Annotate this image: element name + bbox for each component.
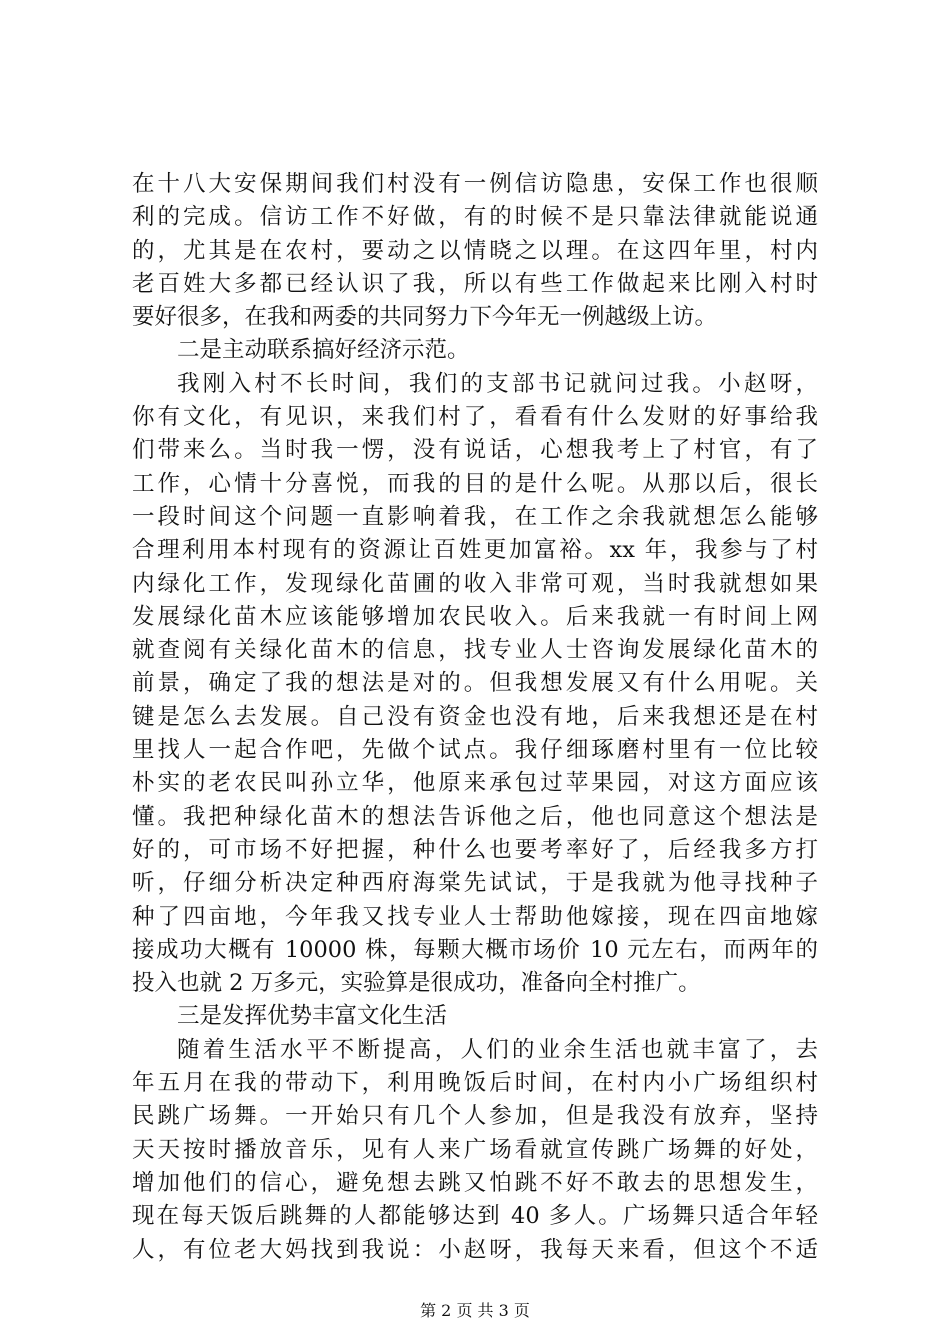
text-line: 天天按时播放音乐，见有人来广场看就宣传跳广场舞的好处， [132, 1136, 818, 1163]
text-line: 在十八大安保期间我们村没有一例信访隐患，安保工作也很顺 [132, 171, 818, 197]
text-line: 里找人一起合作吧，先做个试点。我仔细琢磨村里有一位比较 [132, 737, 818, 764]
text-line: 投入也就 2 万多元，实验算是很成功，准备向全村推广。 [132, 970, 701, 997]
text-line: 民跳广场舞。一开始只有几个人参加，但是我没有放弃，坚持 [132, 1103, 818, 1130]
text-line: 二是主动联系搞好经济示范。 [177, 337, 470, 364]
text-line: 现在每天饭后跳舞的人都能够达到 40 多人。广场舞只适合年轻 [132, 1203, 818, 1230]
text-line: 我刚入村不长时间，我们的支部书记就问过我。小赵呀， [177, 370, 818, 397]
text-line: 好的，可市场不好把握，种什么也要考率好了，后经我多方打 [132, 836, 818, 863]
text-line: 听，仔细分析决定种西府海棠先试试，于是我就为他寻找种子 [132, 870, 818, 897]
text-line: 种了四亩地，今年我又找专业人士帮助他嫁接，现在四亩地嫁 [132, 903, 818, 930]
text-line: 懂。我把种绿化苗木的想法告诉他之后，他也同意这个想法是 [132, 803, 818, 830]
text-line: 接成功大概有 10000 株，每颗大概市场价 10 元左右，而两年的 [132, 936, 818, 963]
text-line: 三是发挥优势丰富文化生活 [177, 1003, 448, 1030]
text-line: 随着生活水平不断提高，人们的业余生活也就丰富了，去 [177, 1036, 818, 1063]
text-line: 年五月在我的带动下，利用晚饭后时间，在村内小广场组织村 [132, 1070, 818, 1097]
text-line: 老百姓大多都已经认识了我，所以有些工作做起来比刚入村时 [132, 270, 818, 297]
text-line: 键是怎么去发展。自己没有资金也没有地，后来我想还是在村 [132, 703, 818, 730]
page-footer: 第 2 页 共 3 页 [420, 1301, 530, 1320]
text-line: 人，有位老大妈找到我说：小赵呀，我每天来看，但这个不适 [132, 1236, 818, 1263]
text-line: 的，尤其是在农村，要动之以情晓之以理。在这四年里，村内 [132, 237, 818, 264]
document-body [132, 168, 818, 1267]
text-line: 工作，心情十分喜悦，而我的目的是什么呢。从那以后，很长 [132, 470, 818, 497]
text-line: 内绿化工作，发现绿化苗圃的收入非常可观，当时我就想如果 [132, 570, 818, 597]
text-line: 一段时间这个问题一直影响着我，在工作之余我就想怎么能够 [132, 503, 818, 530]
text-line: 增加他们的信心，避免想去跳又怕跳不好不敢去的思想发生， [132, 1169, 818, 1196]
text-line: 你有文化，有见识，来我们村了，看看有什么发财的好事给我 [132, 404, 818, 431]
text-line: 利的完成。信访工作不好做，有的时候不是只靠法律就能说通 [132, 204, 818, 231]
text-line: 前景，确定了我的想法是对的。但我想发展又有什么用呢。关 [132, 670, 818, 697]
text-line: 合理利用本村现有的资源让百姓更加富裕。xx 年，我参与了村 [132, 537, 818, 564]
text-line: 发展绿化苗木应该能够增加农民收入。后来我就一有时间上网 [132, 603, 818, 630]
text-line: 要好很多，在我和两委的共同努力下今年无一例越级上访。 [132, 304, 718, 331]
text-line: 们带来么。当时我一愣，没有说话，心想我考上了村官，有了 [132, 437, 818, 464]
text-line: 就查阅有关绿化苗木的信息，找专业人士咨询发展绿化苗木的 [132, 637, 818, 664]
text-line: 朴实的老农民叫孙立华，他原来承包过苹果园，对这方面应该 [132, 770, 818, 797]
